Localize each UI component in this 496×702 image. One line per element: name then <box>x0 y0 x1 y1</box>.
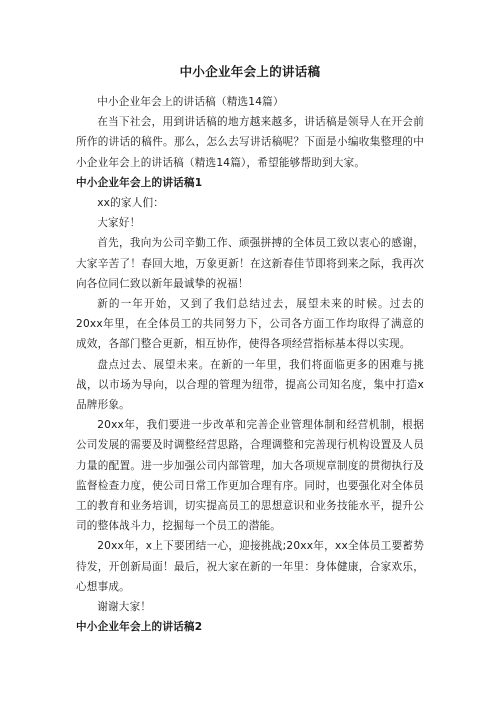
body-paragraph: 20xx年，x上下要团结一心，迎接挑战;20xx年，xx全体员工要蓄势待发，开创新局面！最后，祝大家在新的一年里：身体健康，合家欢乐，心想事成。 <box>76 540 424 593</box>
body-paragraph: 盘点过去、展望未来。在新的一年里，我们将面临更多的困难与挑战，以市场为导向，以合理的管理为纽带，提高公司知名度，集中打造x品牌形象。 <box>76 358 424 412</box>
intro-paragraph: 在当下社会，用到讲话稿的地方越来越多，讲话稿是领导人在开会前所作的讲话的稿件。那么，怎么去写讲话稿呢？下面是小编收集整理的中小企业年会上的讲话稿（精选14篇），希望能够帮助到大家。 <box>76 116 424 169</box>
body-paragraph: 首先，我向为公司辛勤工作、顽强拼搏的全体员工致以衷心的感谢，大家辛苦了！春回大地，万象更新！在这新春佳节即将到来之际，我再次向各位同仁致以新年最诚挚的祝福！ <box>76 237 424 290</box>
body-paragraph: 20xx年，我们要进一步改革和完善企业管理体制和经营机制，根据公司发展的需要及时调整经营思路，合理调整和完善现行机构设置及人员力量的配置。进一步加强公司内部管理，加大各项规章制度的贯彻执行及监督检查力度，使公司日常工作更加合理有序。同时，也要强化对全体员工的教育和业务培训，切实提高员工的思想意识和业务技能水平，提升公司的整体战斗力，挖掘每一个员工的潜能。 <box>76 419 424 533</box>
intro-subtitle: 中小企业年会上的讲话稿（精选14篇） <box>97 96 284 108</box>
closing-thanks: 谢谢大家！ <box>97 601 152 614</box>
body-paragraph: 新的一年开始，又到了我们总结过去，展望未来的时候。过去的20xx年里，在全体员工的共同努力下，公司各方面工作均取得了满意的成效，各部门整合更新，相互协作，使得各项经营指标基本得以实现。 <box>76 298 424 351</box>
greeting: 大家好！ <box>97 217 141 230</box>
salutation: xx的家人们： <box>97 197 165 210</box>
section-heading-2: 中小企业年会上的讲话稿2 <box>76 621 203 634</box>
section-heading-1: 中小企业年会上的讲话稿1 <box>76 176 203 189</box>
document-title: 中小企业年会上的讲话稿 <box>179 64 321 79</box>
